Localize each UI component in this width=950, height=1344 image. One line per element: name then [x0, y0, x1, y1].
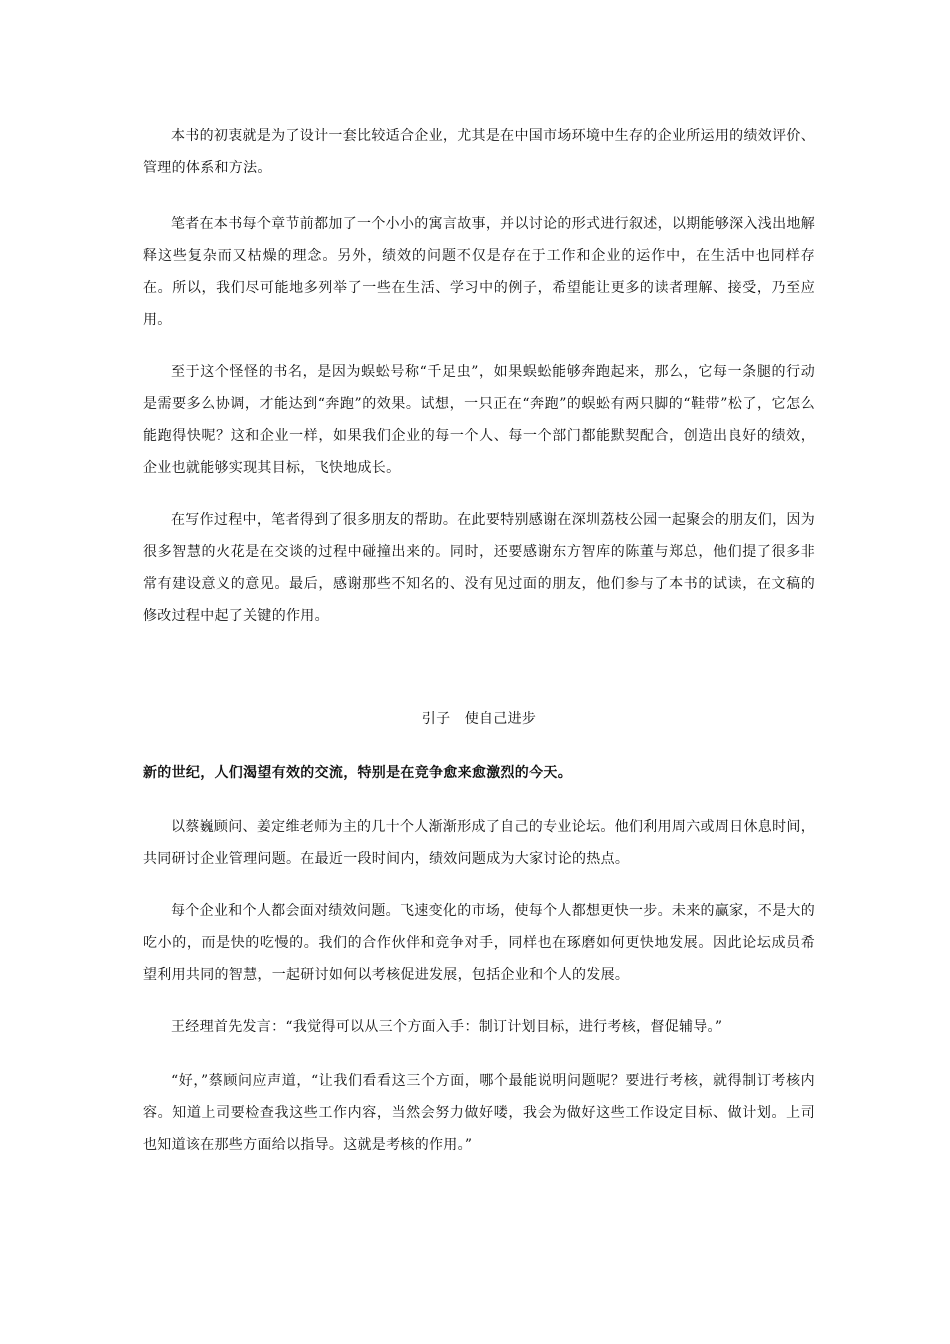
- chapter-heading: 引子 使自己进步: [421, 711, 537, 727]
- chapter-paragraph-2: 每个企业和个人都会面对绩效问题。飞速变化的市场，使每个人都想更快一步。未来的赢家，不是大的吃小的，而是快的吃慢的。我们的合作伙伴和竞争对手，同样也在琢磨如何更快地发展。因此论坛成员希望利用共同的智慧，一起研讨如何以考核促进发展，包括企业和个人的发展。: [143, 903, 815, 983]
- chapter-paragraph-1: 以蔡巍顾问、姜定维老师为主的几十个人渐渐形成了自己的专业论坛。他们利用周六或周日休息时间，共同研讨企业管理问题。在最近一段时间内，绩效问题成为大家讨论的热点。: [143, 819, 815, 867]
- preface-paragraph-3: 至于这个怪怪的书名，是因为蜈蚣号称“千足虫”，如果蜈蚣能够奔跑起来，那么，它每一条腿的行动是需要多么协调，才能达到“奔跑”的效果。试想，一只正在“奔跑”的蜈蚣有两只脚的“鞋带”松了，它怎么能跑得快呢？这和企业一样，如果我们企业的每一个人、每一个部门都能默契配合，创造出良好的绩效，企业也就能够实现其目标，飞快地成长。: [143, 364, 815, 476]
- preface-paragraph-1: 本书的初衷就是为了设计一套比较适合企业，尤其是在中国市场环境中生存的企业所运用的绩效评价、管理的体系和方法。: [143, 128, 815, 176]
- preface-paragraph-4: 在写作过程中，笔者得到了很多朋友的帮助。在此要特别感谢在深圳荔枝公园一起聚会的朋友们，因为很多智慧的火花是在交谈的过程中碰撞出来的。同时，还要感谢东方智库的陈董与郑总，他们提了很多非常有建设意义的意见。最后，感谢那些不知名的、没有见过面的朋友，他们参与了本书的试读，在文稿的修改过程中起了关键的作用。: [143, 512, 815, 624]
- chapter-lead-line: 新的世纪，人们渴望有效的交流，特别是在竞争愈来愈激烈的今天。: [143, 765, 572, 781]
- preface-paragraph-2: 笔者在本书每个章节前都加了一个小小的寓言故事，并以讨论的形式进行叙述，以期能够深入浅出地解释这些复杂而又枯燥的理念。另外，绩效的问题不仅是存在于工作和企业的运作中，在生活中也同样存在。所以，我们尽可能地多列举了一些在生活、学习中的例子，希望能让更多的读者理解、接受，乃至应用。: [143, 216, 815, 328]
- chapter-paragraph-4: “好，”蔡顾问应声道，“让我们看看这三个方面，哪个最能说明问题呢？要进行考核，就得制订考核内容。知道上司要检查我这些工作内容，当然会努力做好喽，我会为做好这些工作设定目标、做计划。上司也知道该在那些方面给以指导。这就是考核的作用。”: [143, 1073, 815, 1153]
- chapter-paragraph-3: 王经理首先发言：“我觉得可以从三个方面入手：制订计划目标，进行考核，督促辅导。”: [171, 1019, 723, 1035]
